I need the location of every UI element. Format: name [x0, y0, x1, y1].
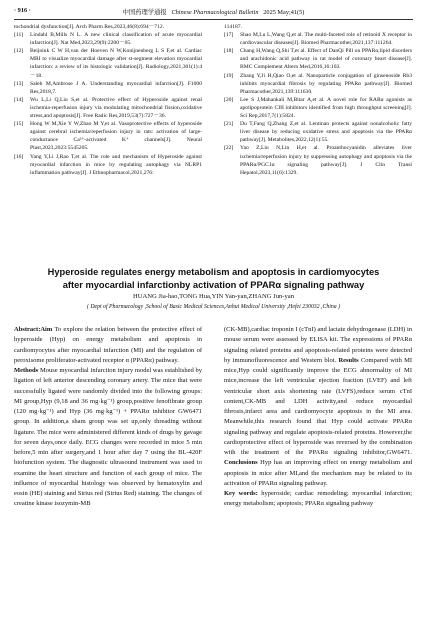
- results-text: Compared with MI mice,Hyp could significantly improve the ECG abnormality of MI mice,increase the left ventricular ejection fraction (LVEF) and left ventricular short axis shortening rate (LVFS),reduce serum cTnI content,CK-MB and LDH activity,and reduce myocardial fibrosis,infarct area and cardiomyocyte apoptosis in the MI area. Meanwhile,this research found that Hyp could activate PPARα signaling pathway and regulate apoptosis-related proteins. However,the cardioprotective effect of hyperoside was reversed by the combination with the treatment of the PPARα signaling inhibitor,GW6471.: [224, 356, 413, 456]
- reference-item: [14, 96, 202, 120]
- reference-text: Yao Z,Liu N,Lin H,et al. Proanthocyanidin alleviates liver ischemia/reperfusion injury by suppressing autophagy and apoptosis via the PPARα/PGC1α signaling pathway[J]. J Clin Transl Hepatol,2023,11(6):1329.: [240, 145, 412, 176]
- reference-text: Lee S J,Mahankali M,Bitar A,et al. A novel role for RARα agonists as apolipoprotein CIII inhibitors identified from high throughput screening[J]. Sci Rep,2017,7(1):5824.: [240, 96, 412, 120]
- reference-number: [18]: [224, 48, 234, 55]
- reference-text: Chang H,Wang Q,Shi T,et al. Effect of DanQi Pill on PPARα,lipid disorders and arachidonic acid pathway in rat model of coronary heart disease[J]. BMC Complement Altern Med,2016,16:103.: [240, 48, 412, 71]
- aim-text: To explore the relation between the protective effect of hyperoside (Hyp) on energy metabolism and apoptosis in cardiomyocytes after myocardial infarction (MI) and the regulation of peroxisome proliferator-activated receptor α (PPARα) pathway.: [14, 326, 202, 364]
- reference-text: 114187.: [224, 24, 242, 30]
- reference-number: [13]: [14, 80, 24, 87]
- conclusions-label: Conclusions: [224, 459, 258, 467]
- abstract-column-right: [224, 325, 412, 510]
- running-header: [14, 7, 413, 19]
- reference-item: [224, 31, 412, 47]
- article-affiliation: ( Dept of Pharmacology ,School of Basic Medical Sciences,Anhui Medical University ,Hefei 230032 ,China ): [86, 304, 341, 310]
- reference-item: [14, 31, 202, 47]
- reference-item: [14, 47, 202, 79]
- reference-number: [22]: [224, 145, 234, 152]
- reference-number: [15]: [14, 121, 24, 128]
- reference-text: Hong W M,Xie Y W,Zhao M Y,et al. Vasoprotective effects of hyperoside against cerebral ischemia/reperfusion injury in rats: activation of large-conductance Ca²⁺-activated K⁺ channels[J]. Neural Plast,2023,2023:5545205.: [30, 121, 202, 152]
- reference-number: [11]: [14, 32, 24, 39]
- reference-item: [224, 47, 412, 71]
- journal-issue: 2025 May;41(5): [263, 9, 305, 16]
- reference-number: [16]: [14, 153, 24, 160]
- aim-label: Aim: [40, 326, 53, 333]
- reference-text: Yang Y,Li J,Rao T,et al. The role and mechanism of Hyperoside against myocardial infarction in mice by regulating autophagy via NLRP1 inflammation pathway[J]. J Ethnopharmacol,2021,276:: [30, 153, 202, 176]
- methods-label: Methods: [14, 367, 39, 374]
- keywords-paragraph: [224, 489, 412, 510]
- journal-line: [14, 7, 413, 16]
- reference-item: [14, 120, 202, 152]
- abstract-column-left: [14, 325, 202, 510]
- reference-item: [224, 96, 412, 120]
- page-number: · 916 ·: [14, 7, 31, 14]
- abstract-methods-paragraph: [14, 366, 202, 510]
- keywords-label: Key words:: [224, 490, 258, 497]
- reference-number: [14]: [14, 96, 24, 103]
- reference-text: Beijnink C W H,van der Hoeven N W,Konijnenberg L S F,et al. Cardiac MRI to visualize myocardial damage after st-segment elevation myocardial infarction: a review of its histologic validation[J]. Radiology,2021,301(1):4－18.: [30, 48, 202, 79]
- reference-text: Shao M,Lu L,Wang Q,et al. The multi-faceted role of retinoid X receptor in cardiovascular diseases[J]. Biomed Pharmacother,2021,137:111264.: [240, 32, 412, 47]
- reference-item: [224, 120, 412, 144]
- reference-number: [19]: [224, 72, 234, 79]
- reference-item: [224, 144, 412, 176]
- reference-text: Du T,Fang Q,Zhang Z,et al. Lentinan protects against nonalcoholic fatty liver disease by reducing oxidative stress and apoptosis via the PPARα pathway[J]. Metabolites,2022,12(1):55.: [240, 121, 412, 144]
- article-title-line-1: Hyperoside regulates energy metabolism and apoptosis in cardiomyocytes: [47, 267, 380, 277]
- article-title: [14, 266, 413, 291]
- article-authors: HUANG Jia-hao,TONG Hua,YIN Yan-yan,ZHANG Jun-yan: [132, 293, 295, 300]
- methods-text-continued: (CK-MB),cardiac troponin I (cTnI) and lactate dehydrogenase (LDH) in mouse serum were assessed by ELISA kit. The expressions of PPARα signaling related proteins and apoptosis-related proteins were detected by immunofluorescence and Western blot.: [224, 326, 412, 364]
- methods-text: Mouse myocardial infarction injury model was established by ligation of left anterior descending coronary artery. The mice that were successfully ligated were randomly divided into the following groups: MI group,Hyp (9,18 and 36 mg·kg⁻¹) group,positive fenofibrate group (120 mg·kg⁻¹) and Hyp (36 mg·kg⁻¹) + PPARα inhibitor GW6471 group. In addition,a sham group was set up,only threading without ligature. The mice were administered different kinds of drugs by gavage for seven days,once daily. ECG changes were recorded in mice 5 min before,5 min after surgery,and 1 hour after day 7 using the BL-420F biofunction system. The diagnostic ultrasound instrument was used to examine the heart structure and function of each group of mice. The influence of myocardial histology was observed by hematoxylin and eosin (HE) staining and Sirius red (Sirius Red) staining. The changes of creatine kinase isozymin-MB: [14, 367, 202, 508]
- reference-list-left: [14, 23, 202, 177]
- reference-item: [14, 153, 202, 177]
- reference-number: [17]: [224, 32, 234, 39]
- article-title-line-2: after myocardial infarctionby activation of PPARα signaling pathway: [62, 279, 365, 290]
- header-rule: [14, 19, 413, 20]
- reference-text: Zhang Y,Ji H,Qiao O,et al. Nanoparticle conjugation of ginsenoside Rb3 inhibits myocardial fibrosis by regulating PPARα pathway[J]. Biomed Pharmacother,2021,139:111630.: [240, 72, 412, 95]
- journal-name-cn: 中国药理学通报: [122, 9, 167, 16]
- keywords-text: hyperoside; cardiac remodeling; myocardial infarction; energy metabolism; apoptosis; PPARα signaling pathway: [224, 490, 412, 508]
- reference-number: [12]: [14, 48, 24, 55]
- reference-number: [21]: [224, 121, 234, 128]
- reference-item: [14, 80, 202, 96]
- reference-text: tochondrial dysfunction[J]. Arch Pharm Res,2023,46(8):694－712.: [14, 24, 165, 30]
- reference-text: Wu L,Li Q,Liu S,et al. Protective effect of Hyperoside against renal ischemia-reperfusion injury via modulating mitochondrial fission,oxidative stress,and apoptosis[J]. Free Radic Res,2019,53(7):727－36.: [30, 96, 202, 120]
- reference-list-right: [224, 23, 412, 177]
- abstract-methods-continued: [224, 325, 412, 489]
- abstract-label: Abstract:: [14, 326, 41, 333]
- reference-text: Lindahl B,Mills N L. A new clinical classification of acute myocardial infarction[J]. Nat Med,2023,29(9):2200－05.: [30, 32, 202, 47]
- reference-item: [14, 23, 202, 31]
- journal-name-en: Chinese Pharmacological Bulletin: [171, 9, 259, 16]
- conclusions-text: Hyp has an improving effect on energy metabolism and apoptosis in mice after MI,and the mechanism may be related to its activation of PPARα signaling pathway.: [224, 459, 413, 487]
- reference-item: [224, 72, 412, 96]
- reference-number: [20]: [224, 96, 234, 103]
- abstract-aim-paragraph: [14, 325, 202, 366]
- reference-text: Saleh M,Ambrose J A. Understanding myocardial infarction[J]. F1000 Res,2018,7.: [30, 80, 202, 95]
- results-label: Results: [338, 356, 359, 364]
- reference-item: [224, 23, 412, 31]
